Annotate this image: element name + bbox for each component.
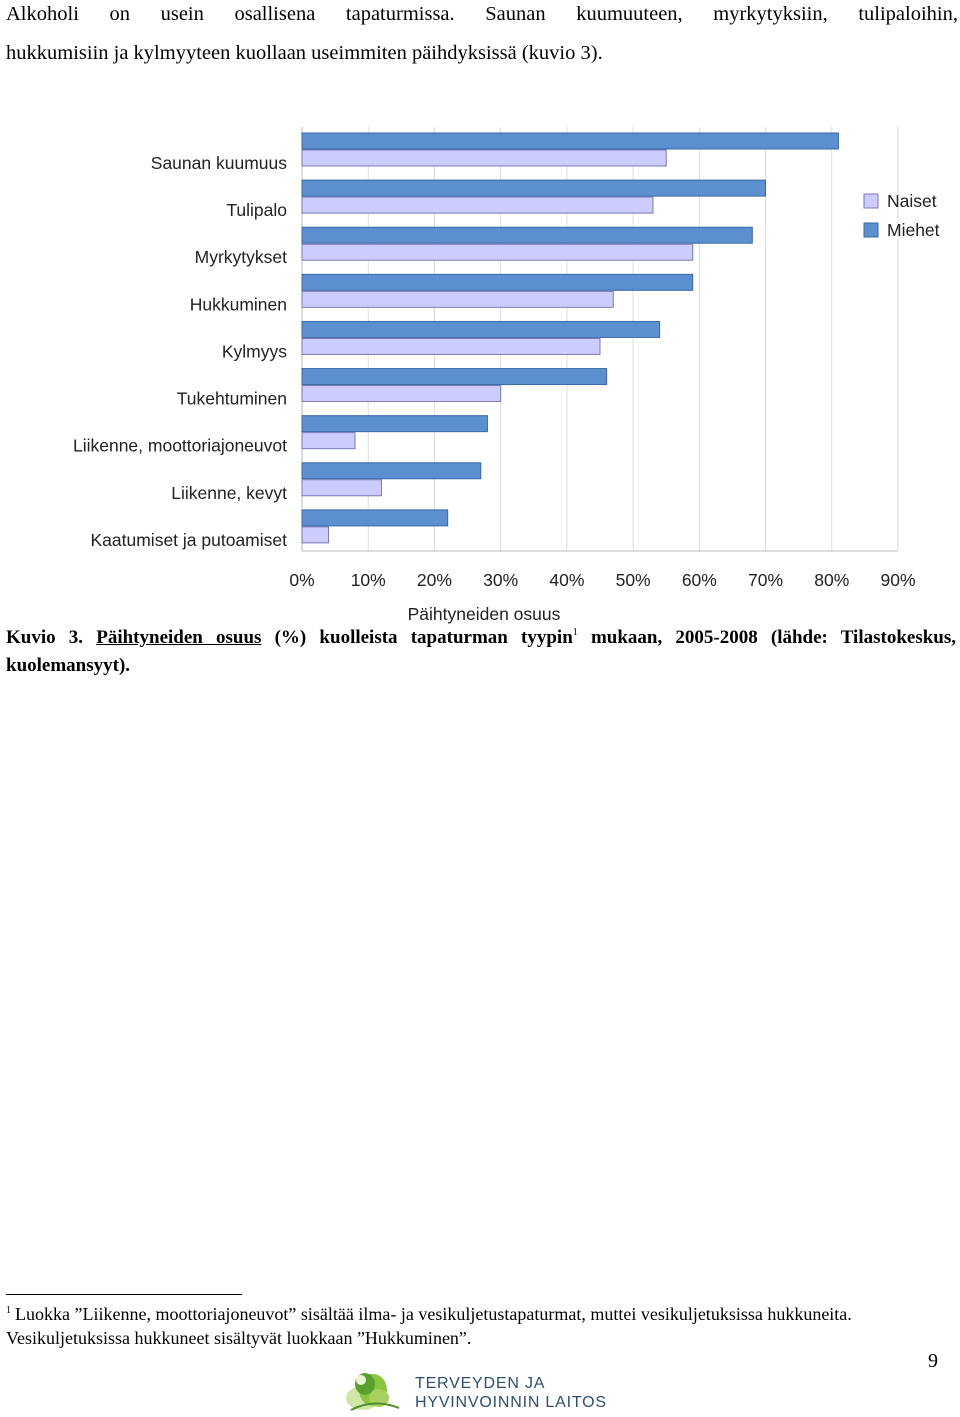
caption-text-b: mukaan, 2005-2008 (lähde: Tilastokeskus, kuolemansyyt). — [6, 627, 956, 676]
x-tick-label: 30% — [483, 570, 519, 590]
category-label: Kaatumiset ja putoamiset — [90, 529, 287, 550]
thl-logo — [343, 1368, 623, 1414]
category-label: Tukehtuminen — [176, 388, 287, 409]
footnote — [6, 1302, 958, 1350]
category-label: Liikenne, moottoriajoneuvot — [72, 435, 287, 456]
bar-naiset — [302, 433, 355, 449]
bar-naiset — [302, 244, 693, 260]
intro-word: kuumuuteen, — [576, 3, 683, 25]
x-tick-label: 50% — [615, 570, 651, 590]
intro-word: tapaturmissa. — [345, 3, 455, 25]
intro-word: osallisena — [234, 3, 316, 25]
bar-miehet — [302, 133, 838, 149]
x-tick-label: 70% — [748, 570, 784, 590]
bar-miehet — [302, 369, 607, 385]
legend-swatch — [864, 194, 878, 208]
bar-naiset — [302, 291, 613, 307]
bar-naiset — [302, 527, 328, 543]
footnote-marker: 1 — [6, 1305, 11, 1316]
x-tick-label: 40% — [549, 570, 585, 590]
bar-miehet — [302, 274, 693, 290]
legend-label: Miehet — [887, 220, 940, 240]
category-label: Kylmyys — [221, 341, 287, 362]
bar-chart — [0, 115, 960, 625]
intro-word: on — [109, 3, 130, 25]
bar-miehet — [302, 510, 448, 526]
bar-miehet — [302, 321, 660, 337]
intro-word: tulipaloihin, — [858, 3, 958, 25]
x-tick-label: 80% — [814, 570, 850, 590]
leaf-logo-icon — [343, 1368, 405, 1414]
category-label: Myrkytykset — [194, 247, 287, 268]
legend-swatch — [864, 223, 878, 237]
logo-line-1: TERVEYDEN JA — [415, 1375, 546, 1392]
bar-naiset — [302, 480, 381, 496]
bar-naiset — [302, 338, 600, 354]
footnote-divider — [6, 1294, 242, 1295]
category-label: Liikenne, kevyt — [171, 482, 287, 503]
figure-caption — [6, 624, 956, 680]
category-label: Tulipalo — [226, 200, 287, 221]
logo-line-2: HYVINVOINNIN LAITOS — [415, 1394, 607, 1411]
x-tick-label: 90% — [880, 570, 916, 590]
caption-text-a: (%) kuolleista tapaturman tyypin — [261, 627, 573, 648]
x-tick-label: 20% — [416, 570, 452, 590]
caption-underlined: Päihtyneiden osuus — [96, 627, 262, 648]
bar-miehet — [302, 227, 752, 243]
bar-miehet — [302, 416, 487, 432]
intro-word: myrkytyksiin, — [713, 3, 828, 25]
bar-miehet — [302, 180, 766, 196]
intro-line-2: hukkumisiin ja kylmyyteen kuollaan useimmiten päihdyksissä (kuvio 3). — [6, 42, 603, 64]
x-axis-label: Päihtyneiden osuus — [407, 604, 561, 624]
page-number: 9 — [928, 1350, 938, 1372]
bar-naiset — [302, 197, 653, 213]
bar-naiset — [302, 150, 666, 166]
intro-word: usein — [160, 3, 204, 25]
legend-label: Naiset — [887, 191, 937, 211]
category-label: Hukkuminen — [189, 294, 287, 315]
footnote-text: Luokka ”Liikenne, moottoriajoneuvot” sisältää ilma- ja vesikuljetustapaturmat, muttei vesikuljetuksissa hukkuneita. Vesikuljetuksissa hukkuneet sisältyvät luokkaan ”Hukkuminen”. — [6, 1304, 852, 1348]
caption-footnote-ref: 1 — [572, 627, 578, 638]
x-tick-label: 0% — [289, 570, 315, 590]
category-label: Saunan kuumuus — [150, 153, 287, 173]
logo-text — [415, 1374, 607, 1412]
x-tick-label: 60% — [681, 570, 717, 590]
x-tick-label: 10% — [350, 570, 386, 590]
intro-paragraph — [6, 0, 958, 67]
bar-naiset — [302, 386, 501, 402]
intro-word: Saunan — [485, 3, 546, 25]
bar-miehet — [302, 463, 481, 479]
intro-word: Alkoholi — [6, 3, 79, 25]
intro-line-1 — [6, 0, 958, 28]
caption-label: Kuvio 3. — [6, 627, 84, 648]
